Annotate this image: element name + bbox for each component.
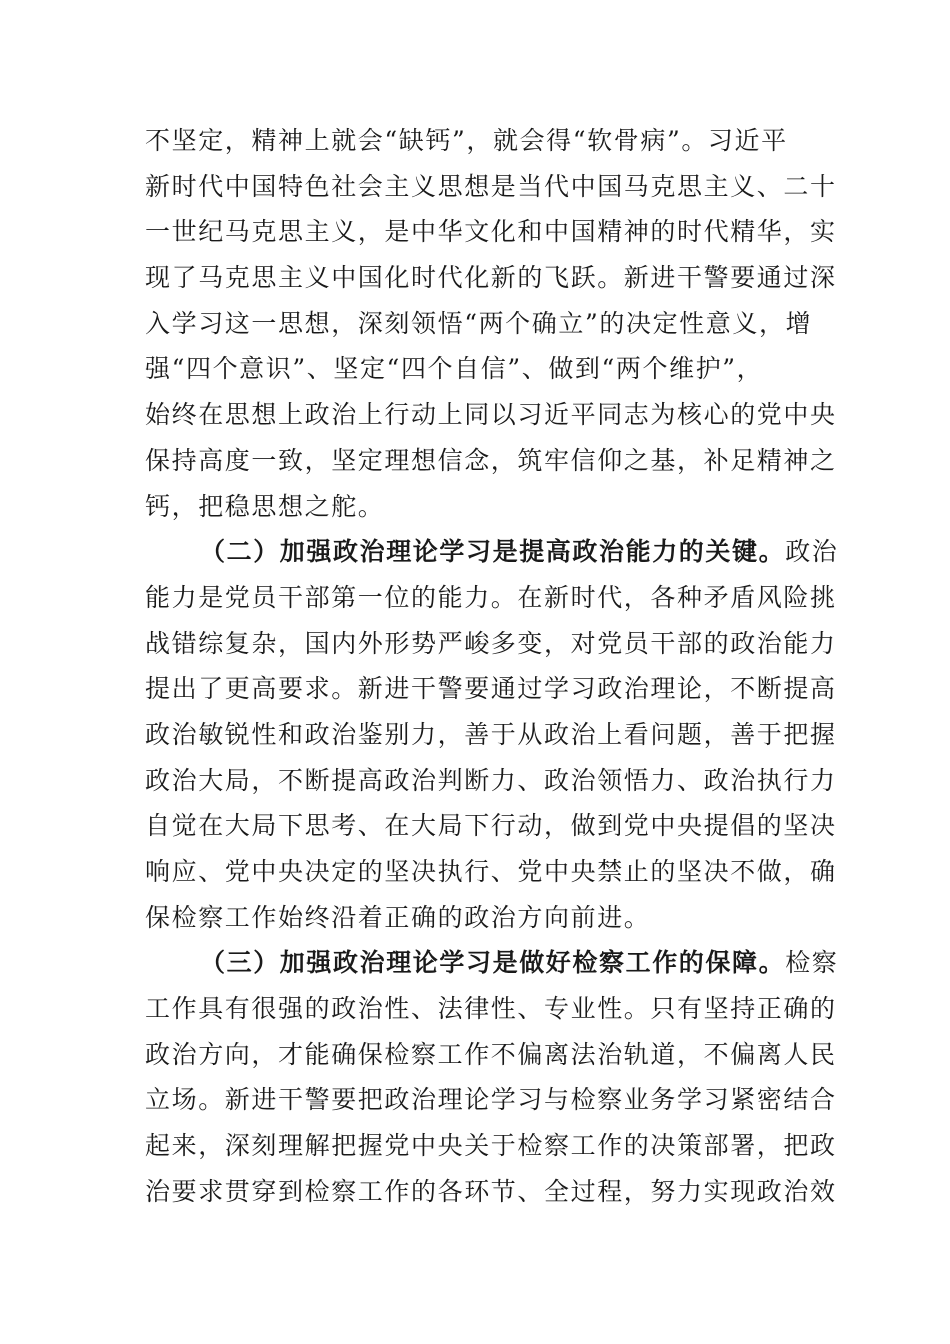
paragraph-first-line — [145, 529, 839, 575]
text-line: 提出了更高要求。新进干警要通过学习政治理论，不断提高 — [145, 674, 837, 704]
text-line: 始终在思想上政治上行动上同以习近平同志为核心的党中央 — [145, 400, 837, 430]
text-line: 一世纪马克思主义，是中华文化和中国精神的时代精华，实 — [145, 217, 837, 247]
text-line: 现了马克思主义中国化时代化新的飞跃。新进干警要通过深 — [145, 263, 837, 293]
text-line: 战错综复杂，国内外形势严峻多变，对党员干部的政治能力 — [145, 628, 837, 658]
text-fragment: 检察 — [785, 948, 839, 978]
text-line: 政治敏锐性和政治鉴别力，善于从政治上看问题，善于把握 — [145, 719, 837, 749]
text-line: 不坚定，精神上就会“缺钙”，就会得“软骨病”。习近平 — [145, 126, 788, 155]
document-body — [145, 118, 839, 1215]
paragraph-1 — [145, 118, 837, 529]
text-line: 新时代中国特色社会主义思想是当代中国马克思主义、二十 — [145, 171, 837, 201]
text-line: 政治方向，才能确保检察工作不偏离法治轨道，不偏离人民 — [145, 1039, 837, 1069]
paragraph-3 — [145, 940, 839, 1214]
text-line: 工作具有很强的政治性、法律性、专业性。只有坚持正确的 — [145, 994, 837, 1024]
text-line: 响应、党中央决定的坚决执行、党中央禁止的坚决不做，确 — [145, 857, 837, 886]
text-line: 治要求贯穿到检察工作的各环节、全过程，努力实现政治效 — [145, 1176, 837, 1206]
text-line: 立场。新进干警要把政治理论学习与检察业务学习紧密结合 — [145, 1085, 837, 1115]
text-line: 能力是党员干部第一位的能力。在新时代，各种矛盾风险挑 — [145, 582, 837, 612]
paragraph-first-line — [145, 940, 839, 986]
text-line: 政治大局，不断提高政治判断力、政治领悟力、政治执行力 — [145, 765, 837, 795]
text-fragment: 政治 — [785, 537, 839, 567]
text-line: 入学习这一思想，深刻领悟“两个确立”的决定性意义，增 — [145, 308, 813, 338]
paragraph-2 — [145, 529, 839, 940]
text-line: 强“四个意识”、坚定“四个自信”、做到“两个维护”， — [145, 354, 764, 384]
text-line: 保检察工作始终沿着正确的政治方向前进。 — [145, 902, 651, 932]
text-line: 自觉在大局下思考、在大局下行动，做到党中央提倡的坚决 — [145, 811, 837, 841]
text-line: 起来，深刻理解把握党中央关于检察工作的决策部署，把政 — [145, 1131, 837, 1161]
text-line: 保持高度一致，坚定理想信念，筑牢信仰之基，补足精神之 — [145, 445, 837, 475]
text-line: 钙，把稳思想之舵。 — [145, 491, 385, 521]
section-heading: （三）加强政治理论学习是做好检察工作的保障。 — [200, 948, 786, 978]
section-heading: （二）加强政治理论学习是提高政治能力的关键。 — [200, 537, 786, 567]
